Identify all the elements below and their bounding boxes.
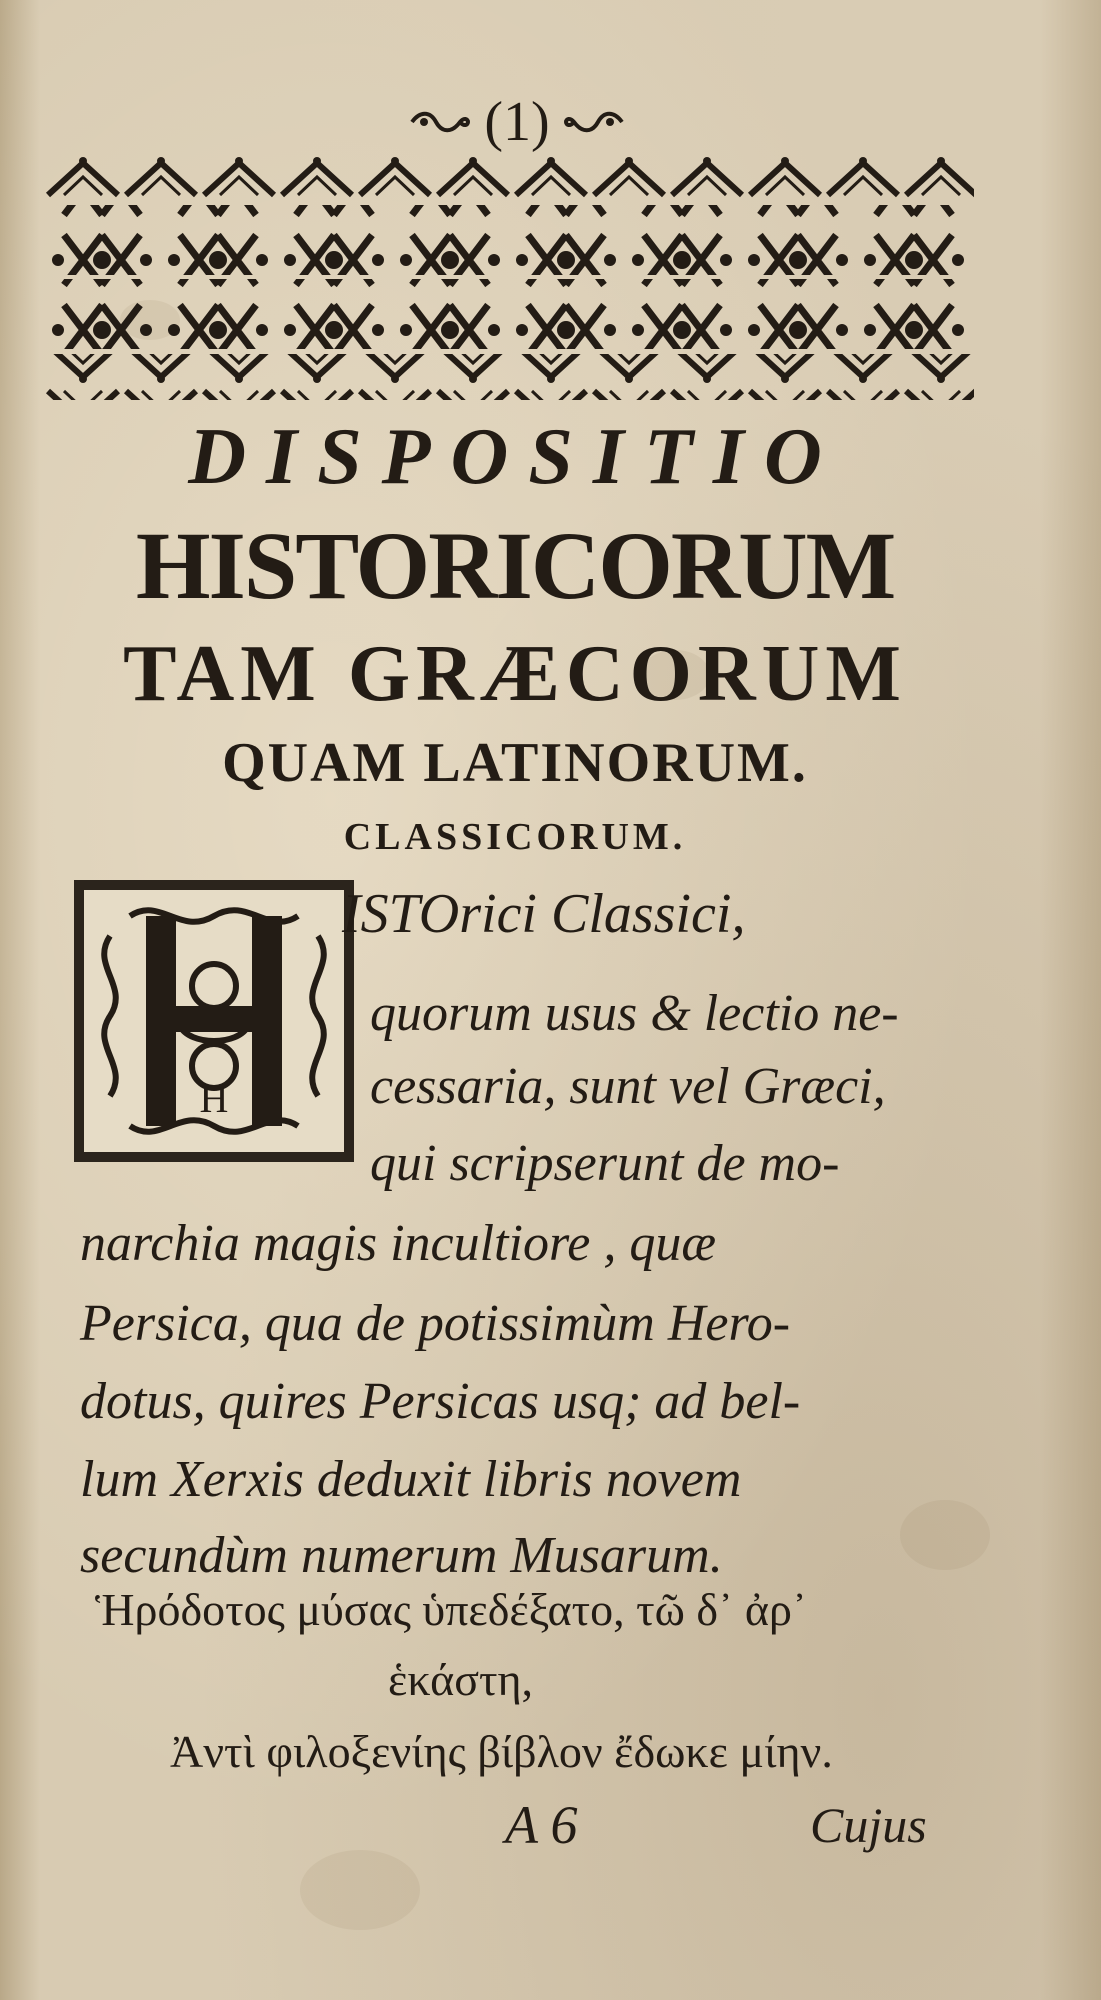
body-line-3: cessaria, sunt vel Græci,	[370, 1058, 886, 1115]
decorated-initial	[70, 876, 358, 1166]
greek-line-2: ἑκάστη,	[388, 1654, 534, 1705]
signature-mark: A 6	[505, 1795, 578, 1855]
body-line-5: narchia magis incultiore , quæ	[80, 1215, 717, 1272]
greek-line-1: Ἡρόδοτος μύσας ὑπεδέξατο, τῶ δ᾽ ἀρ᾽	[95, 1584, 808, 1635]
title-line-2: HISTORICORUM	[135, 512, 895, 619]
section-heading: CLASSICORUM.	[343, 816, 687, 858]
catchword: Cujus	[810, 1797, 927, 1853]
title-line-1: DISPOSITIO	[188, 413, 842, 501]
body-line-2: quorum usus & lectio ne-	[370, 985, 899, 1042]
body-line-6: Persica, qua de potissimùm Hero-	[80, 1295, 791, 1352]
page-number: (1)	[484, 91, 550, 153]
body-line-4: qui scripserunt de mo-	[370, 1135, 840, 1192]
left-flourish-icon	[410, 109, 470, 135]
page-number-header	[372, 92, 662, 152]
greek-line-3: Ἀντὶ φιλοξενίης βίβλον ἔδωκε μίην.	[170, 1726, 833, 1777]
body-line-9: secundùm numerum Musarum.	[80, 1527, 723, 1584]
right-flourish-icon	[564, 109, 624, 135]
ornamental-headpiece	[44, 155, 974, 400]
body-line-1: ISTOrici Classici,	[342, 883, 746, 945]
title-line-4: QUAM LATINORUM.	[222, 732, 808, 794]
body-line-7: dotus, quires Persicas usq; ad bel-	[80, 1373, 801, 1430]
title-line-3: TAM GRÆCORUM	[123, 630, 907, 718]
initial-letter: H	[199, 1076, 229, 1121]
body-line-8: lum Xerxis deduxit libris novem	[80, 1451, 742, 1508]
